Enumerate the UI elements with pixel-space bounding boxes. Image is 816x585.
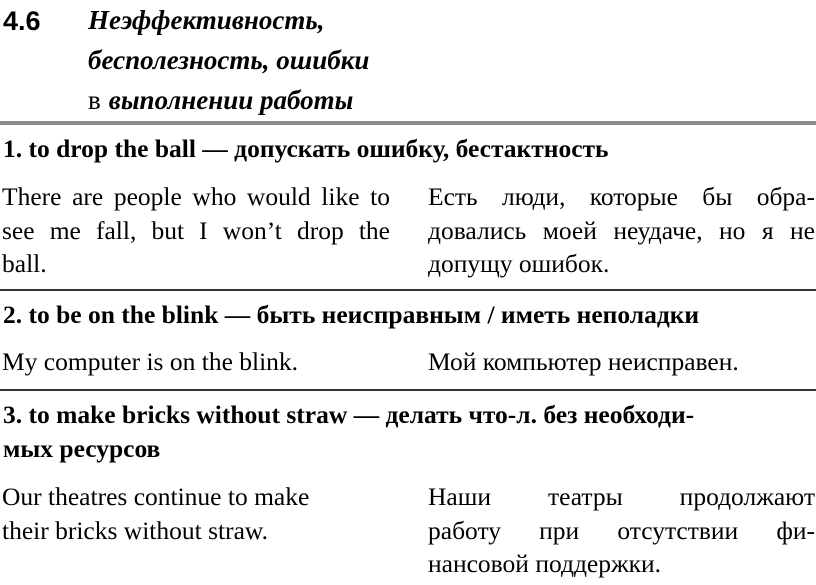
entry-3-english-line: Our theatres continue to make: [2, 482, 310, 511]
entry-3-english-line: their bricks without straw.: [2, 515, 269, 545]
section-title-line-1: Неэффективность,: [88, 5, 325, 35]
section-title-line-3-text: выполнении работы: [108, 85, 354, 115]
entry-divider: [0, 289, 816, 291]
section-divider: [0, 121, 816, 125]
entry-1-english-line: see me fall, but I won’t drop the: [2, 215, 390, 245]
entry-1-russian-line: довались моей неудаче, но я не: [428, 215, 815, 245]
entry-1-english-line: There are people who would like to: [2, 182, 390, 211]
entry-1-english-example: [2, 180, 390, 281]
entry-1-english-line: ball.: [2, 249, 47, 278]
entry-2-heading: 2. to be on the blink — быть неисправным / иметь неполадки: [3, 300, 700, 329]
entry-3-russian-line: работу при отсутствии фи-: [428, 515, 815, 545]
section-title-line-3: [88, 80, 353, 120]
entry-1-russian-line: допущу ошибок.: [428, 249, 610, 278]
section-number: 4.6: [3, 6, 41, 36]
entry-1-russian-line: Есть люди, которые бы обра-: [428, 182, 815, 211]
entry-3-heading-line-1: 3. to make bricks without straw — делать что-л. без необходи-: [3, 400, 695, 429]
entry-3-russian-line: Наши театры продолжают: [428, 482, 815, 511]
entry-1-heading: 1. to drop the ball — допускать ошибку, бестактность: [3, 134, 609, 163]
entry-divider: [0, 389, 816, 391]
entry-3-russian-translation: [428, 480, 815, 581]
entry-3-heading-line-2: мых ресурсов: [3, 434, 161, 463]
entry-1-russian-translation: [428, 180, 815, 281]
section-title-preposition: в: [88, 85, 101, 115]
entry-3-russian-line: нансовой поддержки.: [428, 549, 662, 578]
entry-2-russian-translation: Мой компьютер неисправен.: [428, 347, 739, 376]
entry-2-english-example: My computer is on the blink.: [2, 347, 299, 376]
section-title-line-2: бесполезность, ошибки: [88, 45, 370, 75]
entry-3-english-example: [2, 480, 390, 547]
